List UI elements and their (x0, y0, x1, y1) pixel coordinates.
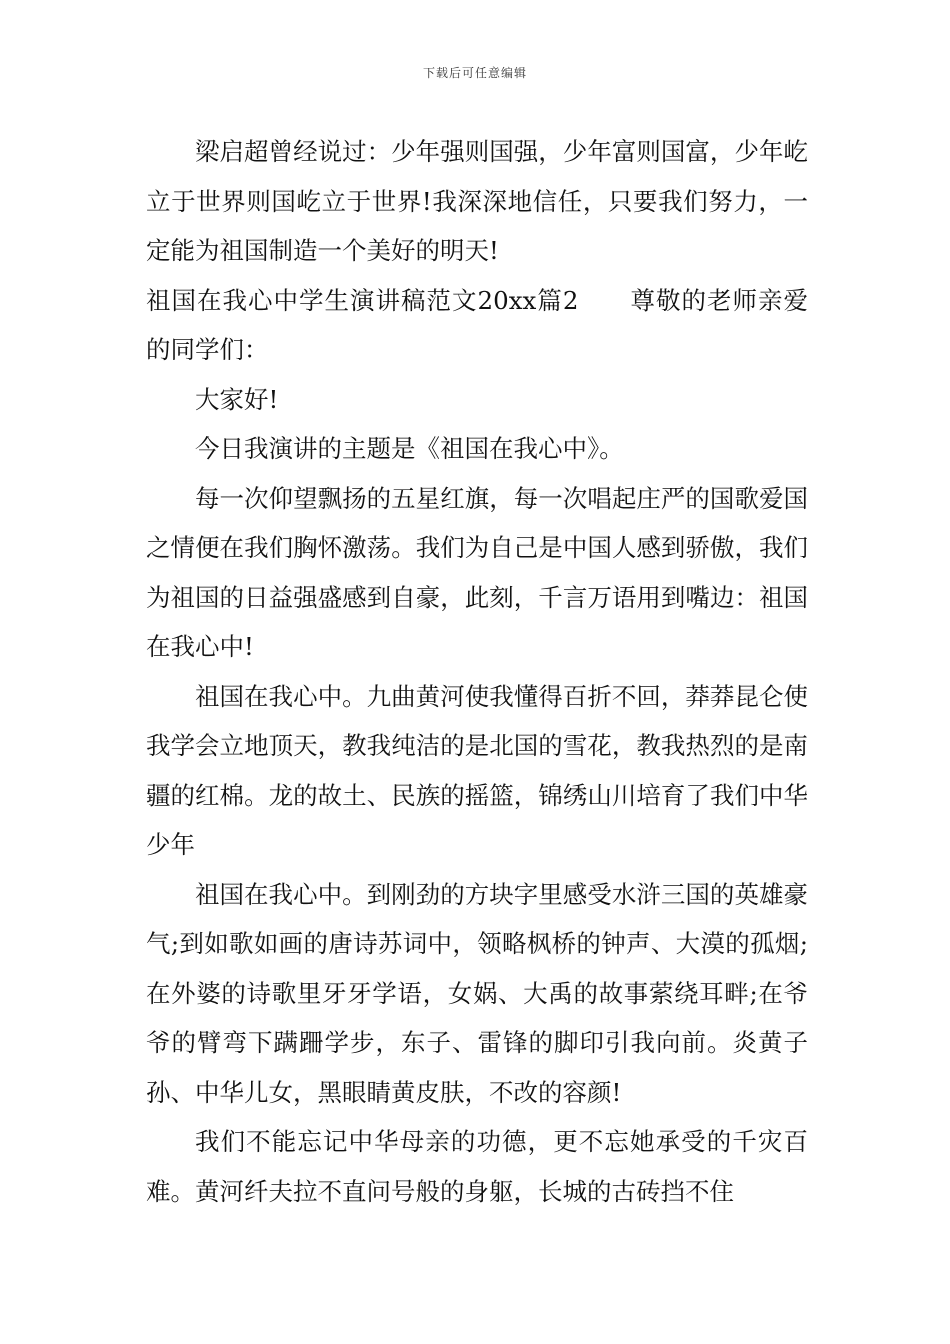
paragraph-topic: 今日我演讲的主题是《祖国在我心中》。 (195, 434, 624, 463)
section-title-paragraph: 祖国在我心中学生演讲稿范文20xx篇2 尊敬的老师亲爱的同学们： (146, 285, 808, 364)
paragraph-1: 梁启超曾经说过：少年强则国强，少年富则国富，少年屹立于世界则国屹立于世界!我深深地信任，只要我们努力，一定能为祖国制造一个美好的明天! (146, 137, 808, 265)
document-body (146, 127, 808, 1216)
paragraph-greeting: 大家好! (195, 384, 279, 414)
paragraph-6: 祖国在我心中。到刚劲的方块字里感受水浒三国的英雄豪气;到如歌如画的唐诗苏词中，领略枫桥的钟声、大漠的孤烟;在外婆的诗歌里牙牙学语，女娲、大禹的故事萦绕耳畔;在爷爷的臂弯下蹒跚学步，东子、雷锋的脚印引我向前。炎黄子孙、中华儿女，黑眼睛黄皮肤，不改的容颜! (146, 879, 808, 1107)
paragraph-5: 祖国在我心中。九曲黄河使我懂得百折不回，莽莽昆仑使我学会立地顶天，教我纯洁的是北国的雪花，教我热烈的是南疆的红棉。龙的故土、民族的摇篮，锦绣山川培育了我们中华少年 (146, 681, 808, 859)
paragraph-4: 每一次仰望飘扬的五星红旗，每一次唱起庄严的国歌爱国之情便在我们胸怀激荡。我们为自己是中国人感到骄傲，我们为祖国的日益强盛感到自豪，此刻，千言万语用到嘴边：祖国在我心中! (146, 483, 808, 661)
paragraph-7: 我们不能忘记中华母亲的功德，更不忘她承受的千灾百难。黄河纤夫拉不直问号般的身躯，长城的古砖挡不住 (146, 1127, 808, 1206)
page-header-note: 下载后可任意编辑 (422, 66, 527, 80)
